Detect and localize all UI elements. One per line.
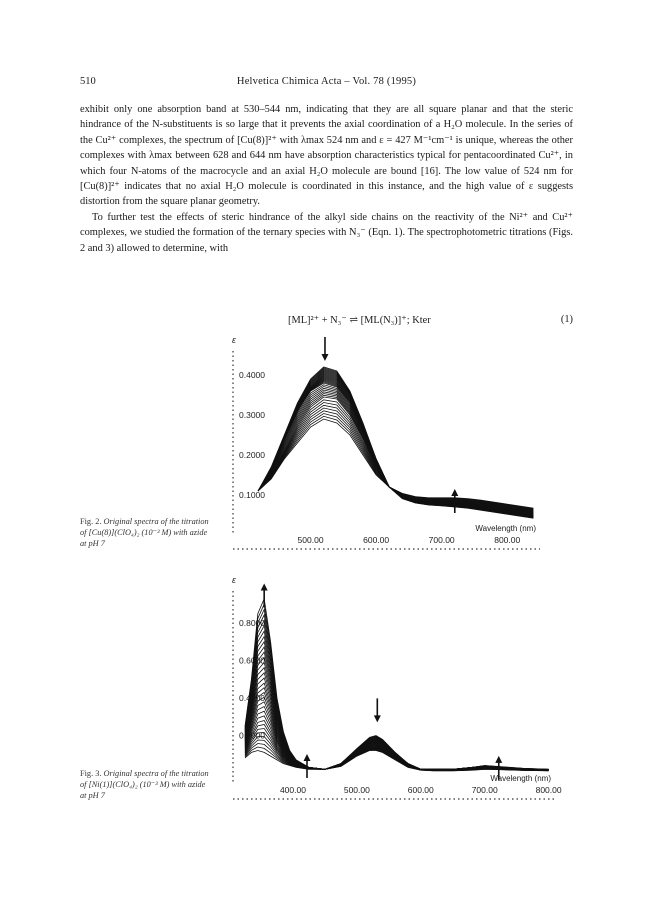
spectrum-curve	[245, 631, 549, 769]
spectrum-curve	[258, 373, 533, 517]
figure-2-caption	[80, 516, 210, 549]
spectrum-curve	[258, 405, 533, 510]
spectrum-curve	[245, 610, 549, 770]
figure-2-spectra	[195, 335, 565, 565]
up-arrowhead	[261, 584, 268, 591]
spectrum-curve	[258, 370, 533, 518]
running-header	[80, 76, 573, 90]
paragraph: exhibit only one absorption band at 530–544 nm, indicating that they are all square planar and that the steric hindrance of the N-substituents is so large that it prevents the axial coordination of a H₂O molecule. In the series of the Cu²⁺ complexes, the spectrum of [Cu(8)]²⁺ with λmax 524 nm and ε = 427 M⁻¹cm⁻¹ is unique, whereas the other complexes with λmax between 628 and 644 nm have absorption characteristics typical for pentacoordinated Cu²⁺, in which four N-atoms of the macrocycle and an axial H₂O molecule are bound [16]. The low value of 524 nm for [Cu(8)]²⁺ indicates that no axial H₂O molecule is coordinated in this instance, and the high value of ε suggests distortion from the square planar geometry.	[80, 104, 573, 208]
spectrum-curve	[258, 375, 533, 517]
spectrum-curve	[258, 376, 533, 516]
spectrum-curve	[258, 372, 533, 517]
x-tick-label: 800.00	[535, 785, 562, 795]
x-tick-label: 800.00	[494, 535, 521, 545]
spectrum-curve	[245, 604, 549, 769]
y-tick-label: 0.2000	[239, 450, 265, 460]
y-tick-label: 0.4000	[239, 693, 265, 704]
spectrum-curve	[258, 369, 533, 518]
figure-3-caption	[80, 768, 210, 801]
up-arrowhead	[451, 489, 458, 496]
spectrum-curve	[258, 368, 533, 518]
down-arrowhead	[374, 715, 381, 722]
spectrum-curve	[245, 637, 549, 770]
x-tick-label: 600.00	[363, 535, 390, 545]
spectrum-curve	[245, 599, 549, 770]
y-tick-label: 0.8000	[239, 618, 265, 629]
x-tick-label: 700.00	[471, 785, 498, 795]
spectrum-curve	[258, 403, 533, 512]
spectrum-curve	[258, 371, 533, 517]
x-tick-label: 700.00	[428, 535, 455, 545]
equation-1	[80, 314, 573, 330]
spectrum-curve	[245, 716, 549, 770]
x-tick-label: 600.00	[407, 785, 434, 795]
spectrum-curve	[258, 395, 533, 512]
figure-2-label: Fig. 2.	[80, 517, 102, 526]
y-axis-label: ε	[232, 335, 236, 345]
figure-3-label: Fig. 3.	[80, 769, 102, 778]
x-tick-label: 500.00	[343, 785, 370, 795]
x-axis-label: Wavelength (nm)	[490, 774, 551, 783]
spectrum-curve	[258, 367, 533, 518]
y-tick-label: 0.6000	[239, 655, 265, 666]
spectrum-curve	[245, 626, 549, 770]
y-tick-label: 0.3000	[239, 410, 265, 420]
x-tick-label: 500.00	[297, 535, 324, 545]
journal-title: Helvetica Chimica Acta – Vol. 78 (1995)	[236, 76, 417, 87]
up-arrowhead	[495, 756, 502, 763]
x-tick-label: 400.00	[279, 785, 306, 795]
spectrum-curve	[245, 615, 549, 770]
paragraph: To further test the effects of steric hindrance of the alkyl side chains on the reactivity of the Ni²⁺ and Cu²⁺ complexes, we studied the formation of the ternary species with N₃⁻ (Eqn. 1). The spectrophotometric titrations (Figs. 2 and 3) allowed to determine, with	[80, 211, 573, 254]
y-tick-label: 0.1000	[239, 490, 265, 500]
spectrum-curve	[258, 374, 533, 517]
y-tick-label: 0.4000	[239, 370, 265, 380]
down-arrowhead	[321, 354, 328, 361]
y-axis-label: ε	[232, 575, 236, 585]
body-text	[80, 102, 573, 256]
spectrum-curve	[258, 377, 533, 516]
x-axis-label: Wavelength (nm)	[475, 524, 536, 533]
up-arrowhead	[304, 754, 311, 761]
equation-expression: [ML]²⁺ + N₃⁻ ⇌ [ML(N₃)]⁺; Kter	[288, 315, 431, 326]
figure-3-spectra	[195, 575, 565, 820]
spectrum-curve	[245, 620, 549, 769]
figure-2-caption-text: Original spectra of the titration of [Cu(8)](ClO₄)₂ (10⁻³ M) with azide at pH 7	[80, 517, 209, 548]
page-number: 510	[80, 76, 96, 87]
spectrum-curve	[245, 642, 549, 770]
figure-3-caption-text: Original spectra of the titration of [Ni(1)](ClO₄)₂ (10⁻³ M) with azide at pH 7	[80, 769, 209, 800]
y-tick-label: 0.2000	[239, 730, 265, 741]
equation-number: (1)	[560, 314, 573, 325]
